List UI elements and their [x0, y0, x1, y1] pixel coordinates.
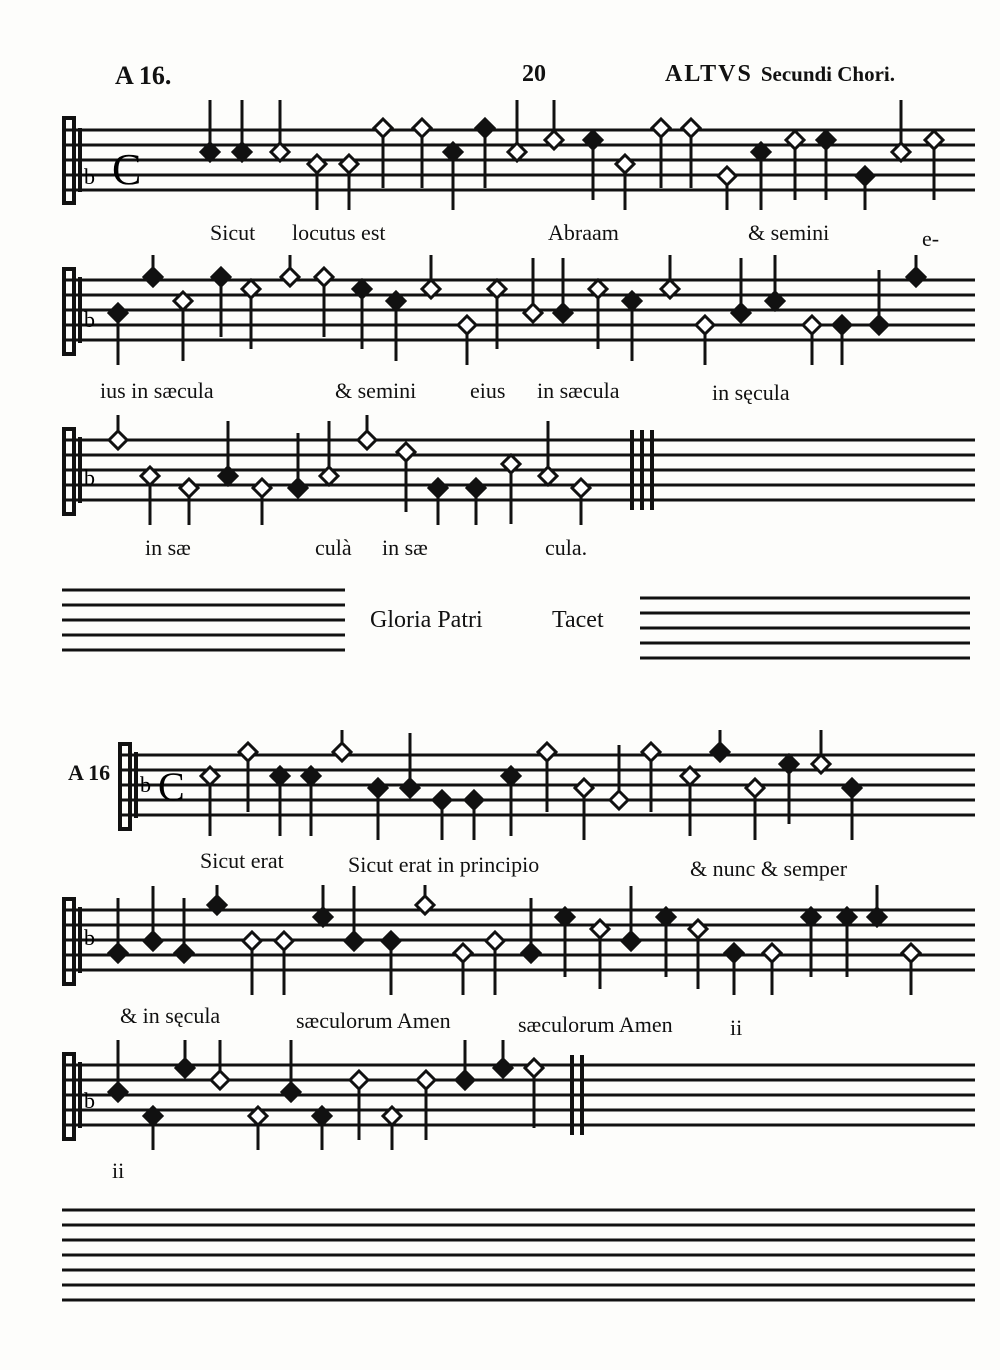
empty-staff-gloria-left	[0, 580, 1000, 670]
note-head	[524, 304, 542, 322]
lyric: eius	[470, 378, 506, 403]
note-head	[144, 932, 162, 950]
note-head	[333, 743, 351, 761]
voice-title	[665, 61, 895, 88]
note-head	[591, 920, 609, 938]
lyric: & semini	[748, 220, 830, 245]
note-head	[870, 316, 888, 334]
time-signature: C	[112, 145, 142, 194]
note-head	[843, 779, 861, 797]
svg-text:b: b	[84, 925, 95, 950]
note-head	[109, 304, 127, 322]
note-head	[417, 1071, 435, 1089]
flat-sign: b	[84, 164, 95, 189]
note-head	[494, 1059, 512, 1077]
lyric: ii	[112, 1158, 125, 1183]
note-head	[682, 119, 700, 137]
note-head	[109, 944, 127, 962]
note-head	[253, 479, 271, 497]
note-head	[575, 779, 593, 797]
lyric: locutus est	[292, 220, 386, 245]
lyric: Sicut erat in principio	[348, 852, 540, 877]
svg-text:b: b	[140, 772, 151, 797]
lyric: in sęcula	[712, 380, 790, 405]
note-head	[401, 779, 419, 797]
note-head	[243, 932, 261, 950]
lyric: e-	[922, 226, 940, 251]
svg-text:C: C	[158, 764, 185, 809]
lyric: ius in sæcula	[100, 378, 214, 403]
note-head	[902, 944, 920, 962]
note-head	[486, 932, 504, 950]
note-head	[289, 479, 307, 497]
note-head	[696, 316, 714, 334]
note-head	[763, 944, 781, 962]
note-head	[369, 779, 387, 797]
empty-staff-bottom	[0, 1200, 1000, 1310]
notes	[201, 100, 943, 210]
note-head	[833, 316, 851, 334]
lyric: Sicut erat	[200, 848, 284, 873]
note-head	[350, 1071, 368, 1089]
note-head	[465, 791, 483, 809]
lyric: cula.	[545, 535, 588, 560]
lyric: & nunc & semper	[690, 856, 848, 881]
note-head	[572, 479, 590, 497]
note-head	[538, 743, 556, 761]
note-head	[652, 119, 670, 137]
page-header	[0, 55, 1000, 95]
note-head	[413, 119, 431, 137]
lyric: sæculorum Amen	[518, 1012, 673, 1037]
lyric: in sæ	[145, 535, 191, 560]
note-head	[522, 944, 540, 962]
note-head	[175, 944, 193, 962]
note-head	[211, 1071, 229, 1089]
note-head	[358, 431, 376, 449]
tacet-label: Tacet	[552, 607, 604, 633]
note-head	[340, 155, 358, 173]
note-head	[308, 155, 326, 173]
note-head	[429, 479, 447, 497]
header-left-label: A 16.	[115, 61, 172, 90]
note-head	[282, 1083, 300, 1101]
svg-text:b: b	[84, 1088, 95, 1113]
note-head	[642, 743, 660, 761]
note-head	[610, 791, 628, 809]
note-head	[315, 268, 333, 286]
note-head	[281, 268, 299, 286]
note-head	[176, 1059, 194, 1077]
staff-5	[0, 885, 1000, 995]
note-head	[803, 316, 821, 334]
note-head	[180, 479, 198, 497]
svg-text:b: b	[84, 465, 95, 490]
lyric: Abraam	[548, 220, 619, 245]
note-head	[454, 944, 472, 962]
lyric: in sæ	[382, 535, 428, 560]
note-head	[374, 119, 392, 137]
note-head	[622, 932, 640, 950]
note-head	[554, 304, 572, 322]
staff-6	[0, 1040, 1000, 1150]
note-head	[345, 932, 363, 950]
lyric: ii	[730, 1015, 743, 1040]
lyric: sæculorum Amen	[296, 1008, 451, 1033]
note-head	[718, 167, 736, 185]
note-head	[109, 431, 127, 449]
note-head	[725, 944, 743, 962]
lyric: & in sęcula	[120, 1003, 221, 1028]
note-head	[732, 304, 750, 322]
note-head	[109, 1083, 127, 1101]
lyric: culà	[315, 535, 352, 560]
staff-1	[0, 100, 1000, 210]
note-head	[467, 479, 485, 497]
lyric: in sæcula	[537, 378, 620, 403]
note-head	[397, 443, 415, 461]
svg-text:b: b	[84, 307, 95, 332]
note-head	[907, 268, 925, 286]
note-head	[476, 119, 494, 137]
section-label: A 16	[68, 760, 111, 785]
note-head	[525, 1059, 543, 1077]
gloria-label: Gloria Patri	[370, 607, 483, 633]
note-head	[433, 791, 451, 809]
choir-name: Secundi Chori.	[760, 62, 896, 86]
note-head	[144, 268, 162, 286]
voice-name: ALTVS	[665, 61, 753, 87]
note-head	[711, 743, 729, 761]
note-head	[456, 1071, 474, 1089]
page-number: 20	[522, 61, 546, 87]
staff-3	[0, 415, 1000, 525]
note-head	[458, 316, 476, 334]
lyric: & semini	[335, 378, 417, 403]
note-head	[212, 268, 230, 286]
note-head	[856, 167, 874, 185]
staff-4	[0, 730, 1000, 840]
lyric: Sicut	[210, 220, 256, 245]
note-head	[275, 932, 293, 950]
note-head	[689, 920, 707, 938]
note-head	[616, 155, 634, 173]
note-head	[239, 743, 257, 761]
note-head	[746, 779, 764, 797]
staff-2	[0, 255, 1000, 365]
note-head	[382, 932, 400, 950]
